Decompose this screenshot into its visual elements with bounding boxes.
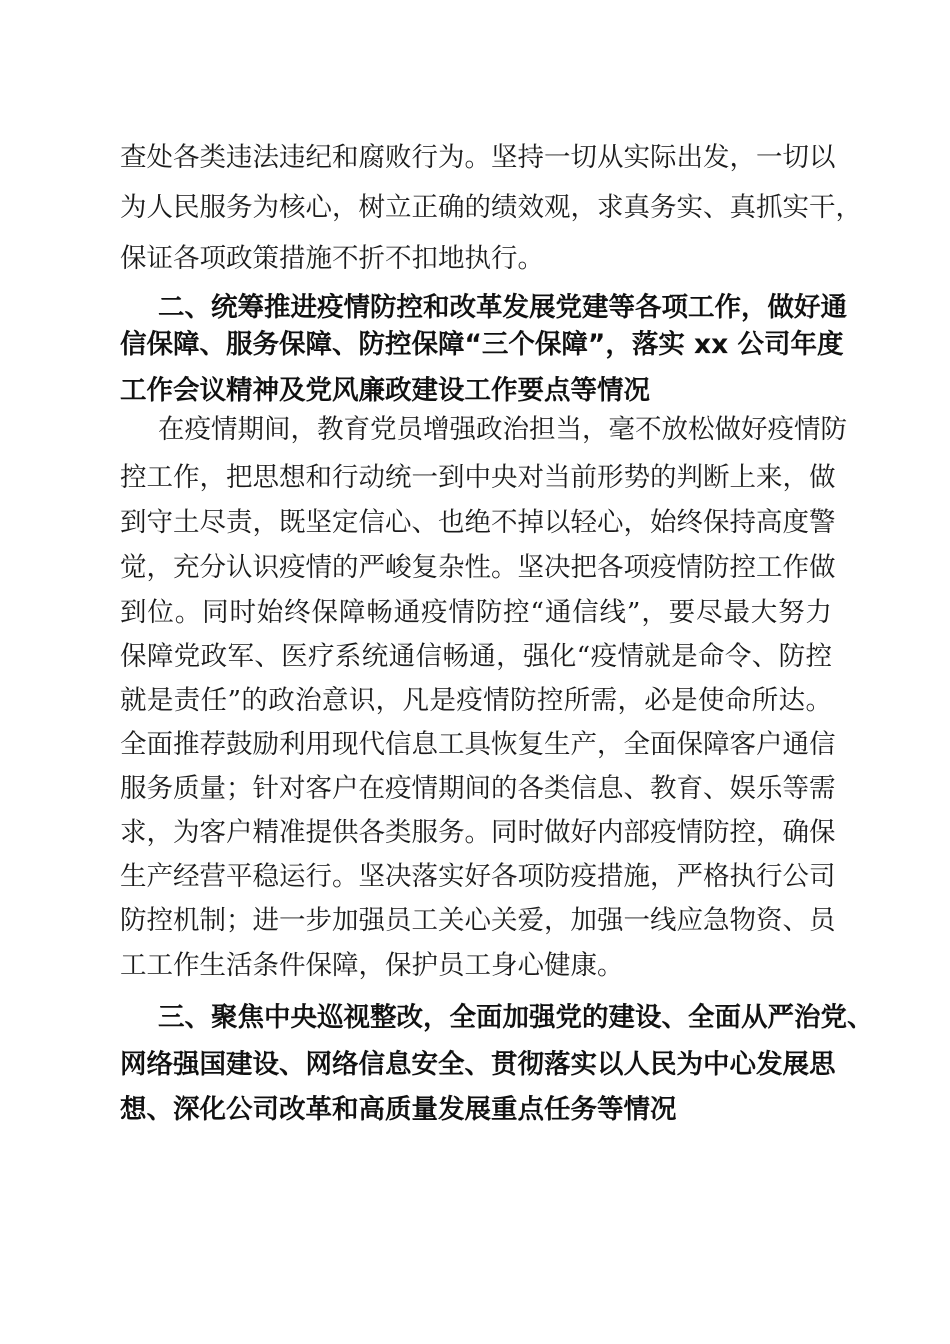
para2-line-8: 全面推荐鼓励利用现代信息工具恢复生产，全面保障客户通信 — [120, 729, 836, 760]
para2-line-13: 工工作生活条件保障，保护员工身心健康。 — [120, 950, 624, 981]
para2-line-11: 生产经营平稳运行。坚决落实好各项防疫措施，严格执行公司 — [120, 861, 836, 892]
para2-line-10: 求，为客户精准提供各类服务。同时做好内部疫情防控，确保 — [120, 817, 836, 848]
para2-line-4: 觉，充分认识疫情的严峻复杂性。坚决把各项疫情防控工作做 — [120, 552, 836, 583]
heading2-line-2: 信保障、服务保障、防控保障“三个保障”，落实 xx 公司年度 — [120, 329, 844, 360]
para2-line-3: 到守土尽责，既坚定信心、也绝不掉以轻心，始终保持高度警 — [120, 507, 836, 538]
para2-line-7: 就是责任”的政治意识，凡是疫情防控所需，必是使命所达。 — [120, 685, 832, 716]
heading3-line-3: 想、深化公司改革和高质量发展重点任务等情况 — [120, 1094, 677, 1125]
para2-line-6: 保障党政军、医疗系统通信畅通，强化“疫情就是命令、防控 — [120, 641, 832, 672]
heading2-line-3: 工作会议精神及党风廉政建设工作要点等情况 — [120, 375, 650, 406]
para2-line-5: 到位。同时始终保障畅通疫情防控“通信线”，要尽最大努力 — [120, 597, 832, 628]
para2-line-9: 服务质量；针对客户在疫情期间的各类信息、教育、娱乐等需 — [120, 773, 836, 804]
para1-line-1: 查处各类违法违纪和腐败行为。坚持一切从实际出发，一切以 — [120, 142, 836, 173]
para2-line-2: 控工作，把思想和行动统一到中央对当前形势的判断上来，做 — [120, 462, 836, 493]
para1-line-2: 为人民服务为核心，树立正确的绩效观，求真务实、真抓实干， — [120, 192, 862, 223]
para2-line-1: 在疫情期间，教育党员增强政治担当，毫不放松做好疫情防 — [158, 414, 847, 445]
heading3-line-2: 网络强国建设、网络信息安全、贯彻落实以人民为中心发展思 — [120, 1049, 836, 1080]
para1-line-3: 保证各项政策措施不折不扣地执行。 — [120, 243, 544, 274]
para2-line-12: 防控机制；进一步加强员工关心关爱，加强一线应急物资、员 — [120, 905, 836, 936]
heading2-line-1: 二、统筹推进疫情防控和改革发展党建等各项工作，做好通 — [158, 292, 847, 323]
heading3-line-1: 三、聚焦中央巡视整改，全面加强党的建设、全面从严治党、 — [158, 1002, 874, 1033]
